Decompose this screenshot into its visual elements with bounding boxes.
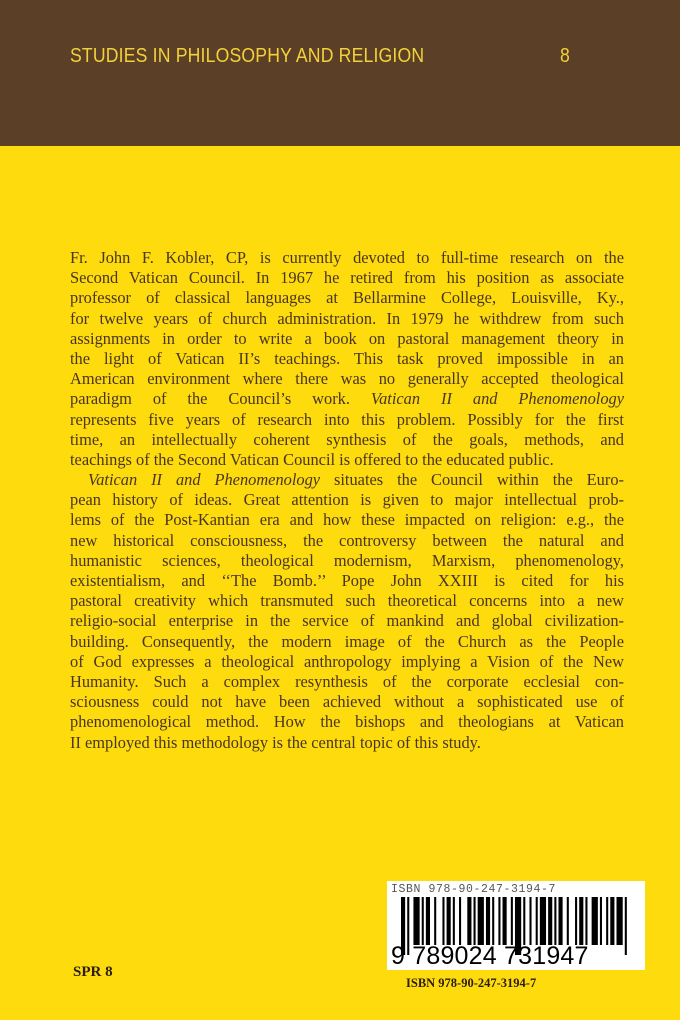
text-line: paradigm of the Council’s work. Vatican II and Phenomenology <box>70 389 624 409</box>
barcode-isbn-label: ISBN 978-90-247-3194-7 <box>391 883 557 896</box>
paragraph-author-bio <box>70 248 624 470</box>
text-line: new historical consciousness, the controversy between the natural and <box>70 530 624 550</box>
text-line: religio-social enterprise in the service of mankind and global civilization- <box>70 611 624 631</box>
text-line: sciousness could not have been achieved without a sophisticated use of <box>70 692 624 712</box>
text-line: professor of classical languages at Bellarmine College, Louisville, Ky., <box>70 288 624 308</box>
isbn-text: ISBN 978-90-247-3194-7 <box>406 976 537 990</box>
series-band <box>0 0 680 146</box>
text-line: teachings of the Second Vatican Council is offered to the educated public. <box>70 449 554 469</box>
text-line: represents five years of research into this problem. Possibly for the first <box>70 409 624 429</box>
barcode-digits: 9 789024 731947 <box>391 942 589 970</box>
text-line: Humanity. Such a complex resynthesis of the corporate ecclesial con- <box>70 671 624 691</box>
book-title-italic: Vatican II and Phenomenology <box>88 470 321 490</box>
series-title: STUDIES IN PHILOSOPHY AND RELIGION <box>70 44 425 67</box>
text-line: time, an intellectually coherent synthesis of the goals, methods, and <box>70 429 624 449</box>
text-line: humanistic sciences, theological modernism, Marxism, phenomenology, <box>70 550 624 570</box>
text-line: II employed this methodology is the central topic of this study. <box>70 732 481 752</box>
text-line: building. Consequently, the modern image of the Church as the People <box>70 631 624 651</box>
text-line: phenomenological method. How the bishops and theologians at Vatican <box>70 712 624 732</box>
book-title-italic: Vatican II and Phenomenology <box>370 389 624 409</box>
text-line: for twelve years of church administration. In 1979 he withdrew from such <box>70 308 624 328</box>
paragraph-book-summary <box>70 470 624 753</box>
text-line: pastoral creativity which transmuted such theoretical concerns into a new <box>70 591 624 611</box>
text-line: American environment where there was no generally accepted theological <box>70 369 624 389</box>
text-line: existentialism, and ‘‘The Bomb.’’ Pope John XXIII is cited for his <box>70 571 624 590</box>
text-line: assignments in order to write a book on pastoral management theory in <box>70 328 624 348</box>
text-line: Fr. John F. Kobler, CP, is currently devoted to full-time research on the <box>70 248 624 267</box>
isbn-barcode <box>387 881 645 970</box>
text-line: Second Vatican Council. In 1967 he retired from his position as associate <box>70 268 624 288</box>
series-code: SPR 8 <box>73 964 113 980</box>
back-cover-blurb <box>70 248 624 753</box>
text-line: of God expresses a theological anthropology implying a Vision of the New <box>70 651 624 671</box>
text-line: pean history of ideas. Great attention is given to major intellectual prob- <box>70 490 624 510</box>
series-number: 8 <box>560 44 570 67</box>
text-line: the light of Vatican II’s teachings. This task proved impossible in an <box>70 348 624 368</box>
text-line: lems of the Post-Kantian era and how these impacted on religion: e.g., the <box>70 510 624 530</box>
text-line: Vatican II and Phenomenology situates the Council within the Euro- <box>88 470 624 490</box>
